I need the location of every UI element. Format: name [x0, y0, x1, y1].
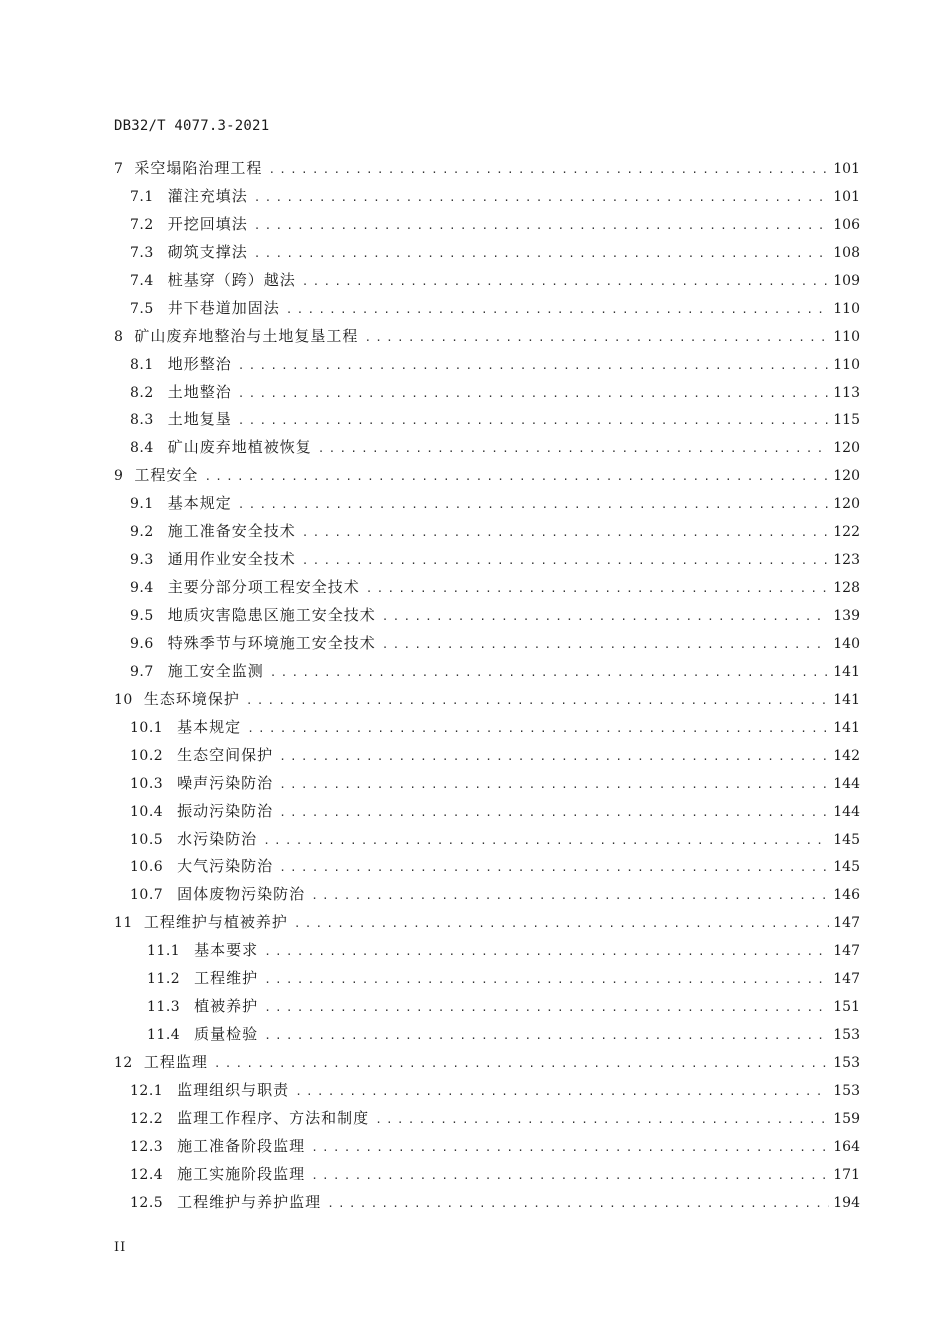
toc-entry[interactable]	[114, 155, 860, 183]
toc-entry[interactable]	[114, 853, 860, 881]
toc-entry-number: 11	[114, 915, 133, 932]
toc-entry-page: 120	[833, 440, 860, 457]
toc-entry-page: 110	[833, 356, 860, 373]
toc-entry-title: 主要分部分项工程安全技术	[167, 578, 360, 597]
toc-entry-title: 土地复垦	[167, 410, 232, 429]
toc-entry-page: 123	[833, 552, 860, 569]
toc-entry-number: 7.3	[130, 244, 154, 261]
toc-dot-leader	[254, 212, 829, 240]
toc-entry-number: 9.2	[130, 524, 154, 541]
toc-entry-title: 地形整治	[167, 354, 232, 373]
toc-entry-page: 144	[833, 803, 860, 820]
toc-entry[interactable]	[114, 630, 860, 658]
toc-entry[interactable]	[114, 406, 860, 434]
toc-entry-number: 10.6	[130, 859, 164, 876]
standard-code: DB32/T 4077.3-2021	[114, 118, 270, 134]
toc-entry[interactable]	[114, 770, 860, 798]
toc-entry[interactable]	[114, 323, 860, 351]
toc-dot-leader	[247, 715, 829, 743]
toc-entry-title: 采空塌陷治理工程	[134, 159, 263, 177]
toc-entry-page: 139	[833, 608, 860, 624]
toc-entry[interactable]	[114, 295, 860, 323]
toc-dot-leader	[302, 547, 829, 575]
toc-entry-number: 10.1	[130, 719, 164, 736]
toc-entry-number: 9.4	[130, 580, 154, 597]
toc-entry[interactable]	[114, 714, 860, 742]
toc-entry-number: 12.4	[130, 1166, 164, 1183]
toc-entry-title: 特殊季节与环境施工安全技术	[167, 633, 376, 652]
toc-entry[interactable]	[114, 1161, 860, 1189]
toc-dot-leader	[264, 994, 829, 1022]
toc-entry[interactable]	[114, 602, 860, 630]
toc-entry-title: 基本规定	[167, 494, 232, 513]
toc-dot-leader	[294, 910, 829, 938]
toc-entry-page: 145	[833, 831, 860, 848]
toc-entry[interactable]	[114, 351, 860, 379]
toc-entry[interactable]	[114, 183, 860, 211]
toc-entry-number: 9.6	[130, 635, 154, 652]
toc-dot-leader	[302, 268, 829, 296]
toc-entry-title: 土地整治	[167, 382, 232, 401]
toc-dot-leader	[254, 240, 829, 268]
toc-entry-page: 120	[833, 496, 860, 513]
toc-entry[interactable]	[114, 1189, 860, 1217]
toc-entry-title: 噪声污染防治	[177, 773, 274, 792]
toc-entry-title: 振动污染防治	[177, 801, 274, 820]
toc-entry-number: 11.4	[147, 1027, 181, 1044]
toc-entry-title: 施工准备安全技术	[167, 522, 296, 541]
toc-entry-page: 101	[833, 188, 860, 205]
toc-dot-leader	[263, 827, 829, 855]
toc-entry-page: 113	[833, 384, 860, 401]
toc-entry-title: 施工实施阶段监理	[177, 1164, 306, 1183]
toc-entry[interactable]	[114, 1049, 860, 1077]
toc-entry-number: 12.5	[130, 1194, 164, 1211]
toc-entry-number: 8.4	[130, 440, 154, 457]
toc-entry-title: 监理工作程序、方法和制度	[177, 1108, 370, 1127]
toc-entry-page: 106	[833, 216, 860, 233]
toc-entry[interactable]	[114, 1133, 860, 1161]
toc-entry[interactable]	[114, 686, 860, 714]
toc-entry-title: 监理组织与职责	[177, 1080, 290, 1099]
toc-dot-leader	[270, 659, 829, 687]
toc-dot-leader	[375, 1106, 829, 1134]
toc-entry[interactable]	[114, 462, 860, 490]
toc-entry-title: 工程维护与植被养护	[143, 913, 288, 932]
toc-entry-number: 10.4	[130, 803, 164, 820]
toc-dot-leader	[279, 854, 829, 882]
toc-entry-page: 110	[833, 300, 860, 317]
toc-entry-number: 12.1	[130, 1082, 164, 1099]
toc-dot-leader	[311, 1134, 829, 1162]
toc-entry[interactable]	[114, 909, 860, 937]
toc-dot-leader	[279, 743, 829, 771]
toc-dot-leader	[214, 1050, 829, 1078]
toc-entry-title: 桩基穿（跨）越法	[167, 270, 296, 289]
toc-dot-leader	[246, 687, 829, 715]
toc-entry-number: 12.3	[130, 1138, 164, 1155]
toc-entry-page: 145	[833, 859, 860, 876]
toc-entry[interactable]	[114, 826, 860, 854]
toc-dot-leader	[311, 1162, 829, 1190]
toc-entry-number: 10	[114, 691, 133, 708]
toc-entry-title: 植被养护	[194, 997, 259, 1016]
toc-dot-leader	[318, 435, 829, 463]
toc-entry-title: 质量检验	[194, 1025, 259, 1044]
toc-entry-page: 153	[833, 1027, 860, 1044]
toc-entry-number: 10.2	[130, 747, 164, 764]
toc-entry-page: 109	[833, 272, 860, 289]
toc-entry-title: 矿山废弃地植被恢复	[167, 438, 312, 457]
toc-entry[interactable]	[114, 239, 860, 267]
toc-dot-leader	[254, 184, 829, 212]
toc-entry-title: 固体废物污染防治	[177, 885, 306, 904]
toc-entry-title: 工程维护	[194, 969, 259, 988]
toc-entry-page: 153	[833, 1055, 860, 1071]
toc-entry-page: 146	[833, 887, 860, 904]
toc-entry-page: 141	[833, 691, 860, 708]
page-number: II	[114, 1240, 127, 1255]
toc-dot-leader	[264, 966, 829, 994]
toc-entry-number: 10.3	[130, 775, 164, 792]
toc-dot-leader	[311, 882, 829, 910]
toc-entry-title: 基本规定	[177, 717, 242, 736]
toc-entry-title: 灌注充填法	[167, 186, 248, 205]
toc-entry-page: 142	[833, 747, 860, 764]
toc-entry[interactable]	[114, 574, 860, 602]
toc-entry[interactable]	[114, 267, 860, 295]
toc-entry-title: 水污染防治	[177, 829, 258, 848]
toc-entry-number: 9.7	[130, 663, 154, 680]
toc-entry[interactable]	[114, 546, 860, 574]
toc-entry[interactable]	[114, 1021, 860, 1049]
toc-entry-title: 地质灾害隐患区施工安全技术	[167, 606, 376, 624]
toc-entry-number: 11.2	[147, 971, 181, 988]
toc-entry-title: 砌筑支撑法	[167, 242, 248, 261]
toc-entry[interactable]	[114, 658, 860, 686]
toc-entry-title: 施工安全监测	[167, 661, 264, 680]
toc-dot-leader	[302, 519, 829, 547]
toc-entry-title: 生态空间保护	[177, 745, 274, 764]
toc-entry[interactable]	[114, 881, 860, 909]
toc-entry-page: 122	[833, 524, 860, 541]
toc-entry-title: 基本要求	[194, 941, 259, 960]
toc-entry-number: 11.3	[147, 999, 181, 1016]
toc-entry-title: 工程维护与养护监理	[177, 1192, 322, 1211]
toc-entry-page: 147	[833, 971, 860, 988]
toc-entry-title: 工程安全	[134, 466, 199, 485]
toc-entry-page: 151	[833, 999, 860, 1016]
toc-entry-page: 108	[833, 244, 860, 261]
toc-entry-page: 159	[833, 1110, 860, 1127]
toc-entry[interactable]	[114, 798, 860, 826]
toc-dot-leader	[279, 799, 829, 827]
toc-entry[interactable]	[114, 965, 860, 993]
toc-entry-number: 7.2	[130, 216, 154, 233]
toc-dot-leader	[204, 463, 829, 491]
toc-entry-page: 147	[833, 915, 860, 932]
toc-entry-page: 153	[833, 1082, 860, 1099]
toc-entry-page: 110	[833, 328, 860, 345]
toc-entry[interactable]	[114, 490, 860, 518]
toc-entry-title: 矿山废弃地整治与土地复垦工程	[134, 326, 359, 345]
toc-entry-number: 11.1	[147, 943, 181, 960]
toc-entry-number: 9.3	[130, 552, 154, 569]
toc-entry-number: 9	[114, 468, 124, 485]
toc-entry[interactable]	[114, 434, 860, 462]
toc-entry-page: 194	[833, 1194, 860, 1211]
toc-entry-number: 7	[114, 161, 124, 177]
toc-entry-page: 171	[833, 1166, 860, 1183]
toc-dot-leader	[238, 352, 829, 380]
toc-dot-leader	[264, 938, 829, 966]
toc-entry-number: 8	[114, 328, 124, 345]
toc-dot-leader	[238, 407, 829, 435]
toc-dot-leader	[364, 324, 829, 352]
toc-entry[interactable]	[114, 379, 860, 407]
toc-entry-number: 10.7	[130, 887, 164, 904]
toc-dot-leader	[286, 296, 829, 324]
toc-dot-leader	[268, 156, 829, 184]
toc-dot-leader	[295, 1078, 829, 1106]
toc-entry-page: 101	[833, 161, 860, 177]
toc-entry-number: 8.1	[130, 356, 154, 373]
toc-entry-number: 10.5	[130, 831, 164, 848]
toc-entry[interactable]	[114, 1105, 860, 1133]
toc-entry[interactable]	[114, 993, 860, 1021]
toc-entry-title: 通用作业安全技术	[167, 550, 296, 569]
toc-entry[interactable]	[114, 742, 860, 770]
toc-entry-title: 开挖回填法	[167, 214, 248, 233]
toc-entry-page: 141	[833, 719, 860, 736]
toc-entry-number: 7.4	[130, 272, 154, 289]
toc-entry-page: 120	[833, 468, 860, 485]
toc-entry[interactable]	[114, 1077, 860, 1105]
toc-entry-number: 7.1	[130, 188, 154, 205]
toc-entry-title: 井下巷道加固法	[167, 298, 280, 317]
toc-dot-leader	[264, 1022, 829, 1050]
toc-entry-page: 141	[833, 663, 860, 680]
toc-entry-title: 工程监理	[143, 1053, 208, 1071]
toc-entry-number: 9.5	[130, 608, 154, 624]
toc-entry-number: 8.2	[130, 384, 154, 401]
toc-entry[interactable]	[114, 937, 860, 965]
toc-dot-leader	[279, 771, 829, 799]
toc-dot-leader	[382, 603, 829, 631]
toc-entry-title: 大气污染防治	[177, 857, 274, 876]
toc-entry-number: 7.5	[130, 300, 154, 317]
toc-entry-title: 生态环境保护	[143, 689, 240, 708]
toc-entry[interactable]	[114, 211, 860, 239]
toc-entry-page: 164	[833, 1138, 860, 1155]
toc-entry-number: 8.3	[130, 412, 154, 429]
toc-entry-number: 12.2	[130, 1110, 164, 1127]
toc-dot-leader	[382, 631, 829, 659]
toc-entry-page: 140	[833, 635, 860, 652]
toc-entry-page: 144	[833, 775, 860, 792]
toc-entry-number: 9.1	[130, 496, 154, 513]
toc-entry-page: 115	[833, 412, 860, 429]
toc-entry-number: 12	[114, 1055, 133, 1071]
toc-entry-page: 147	[833, 943, 860, 960]
toc-dot-leader	[238, 380, 829, 408]
toc-entry-page: 128	[833, 580, 860, 597]
toc-dot-leader	[366, 575, 829, 603]
toc-entry-title: 施工准备阶段监理	[177, 1136, 306, 1155]
toc-dot-leader	[327, 1190, 829, 1218]
toc-dot-leader	[238, 491, 829, 519]
table-of-contents	[114, 155, 860, 1217]
toc-entry[interactable]	[114, 518, 860, 546]
